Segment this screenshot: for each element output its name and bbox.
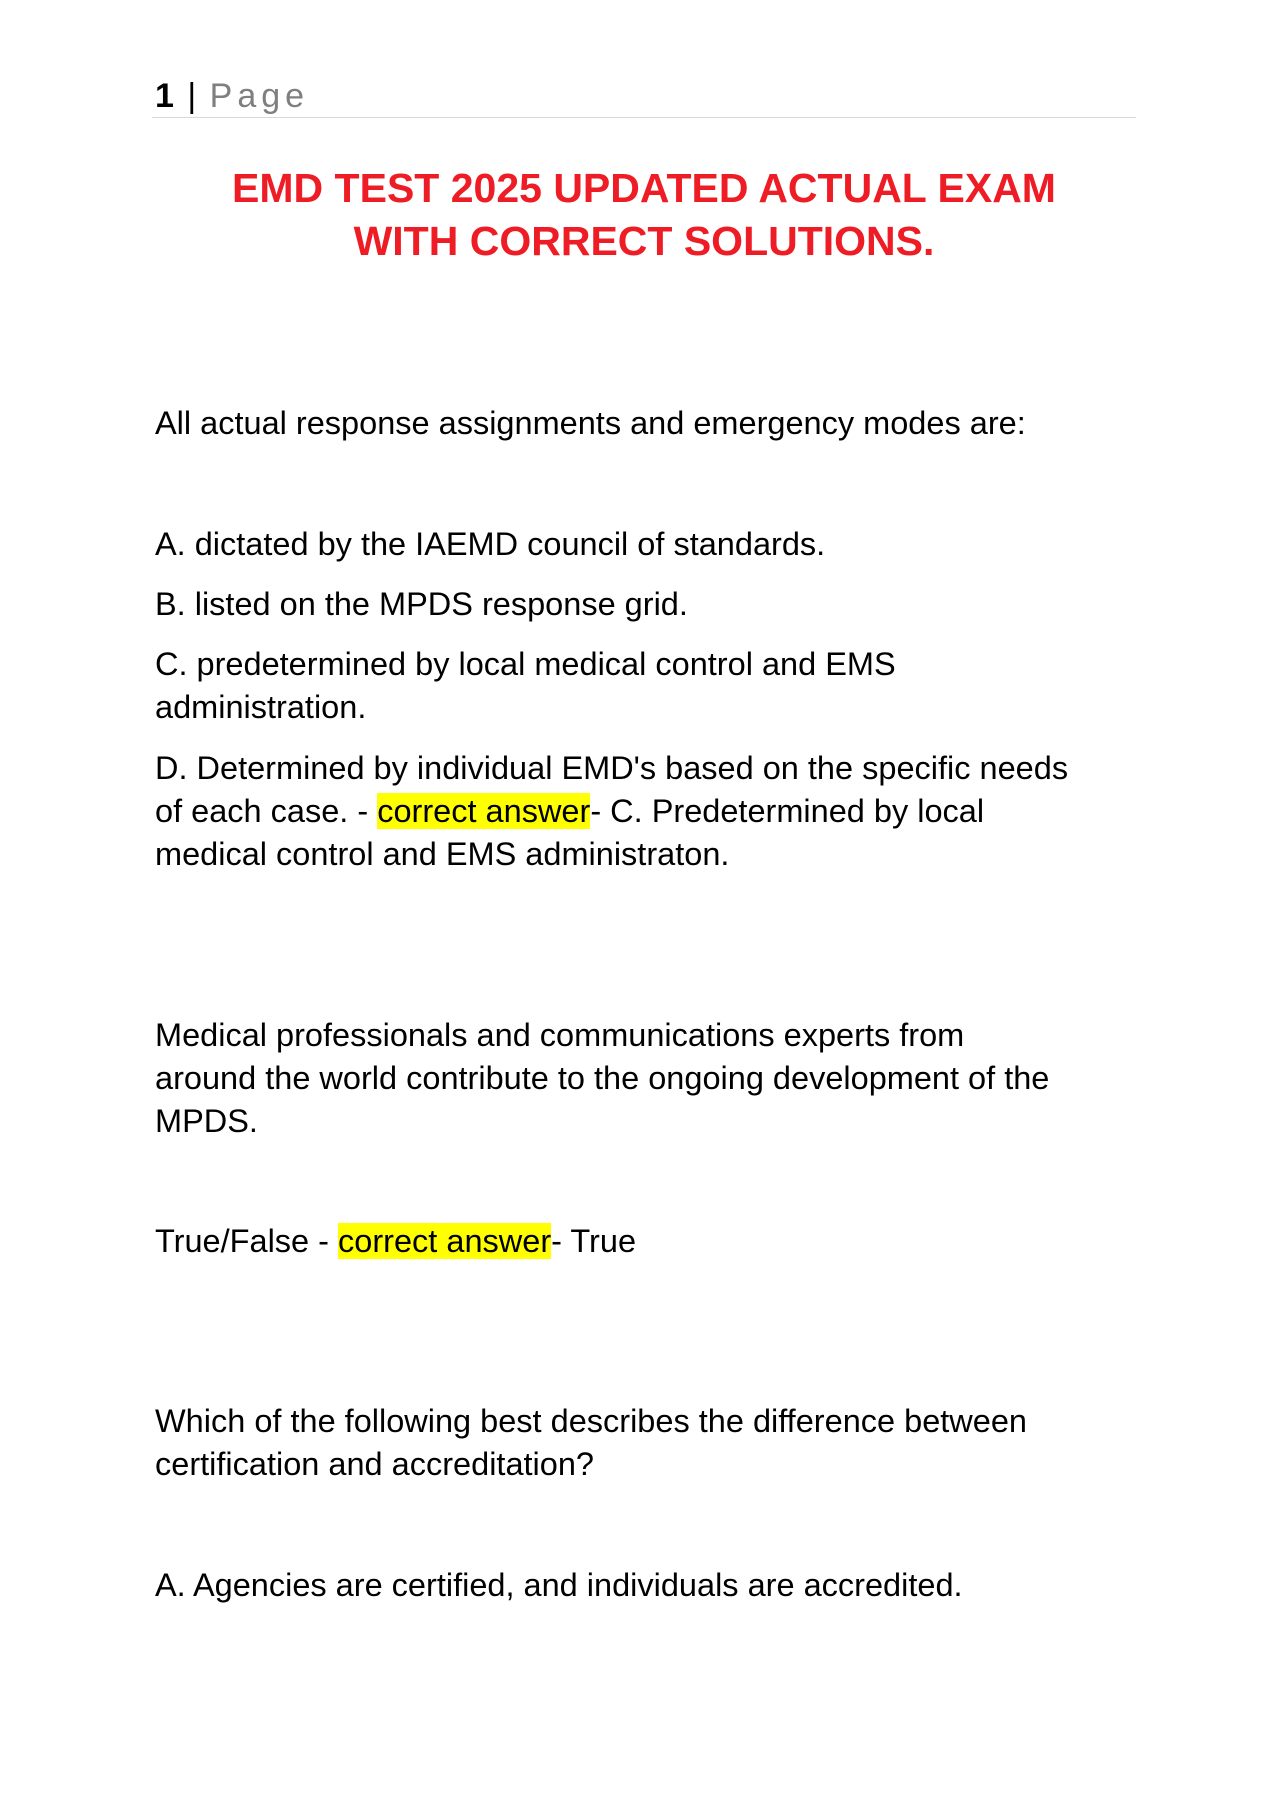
q1-option-a: A. dictated by the IAEMD council of standards. [155, 526, 826, 562]
q2-statement-line-3: MPDS. [155, 1103, 258, 1139]
header-divider [152, 117, 1136, 118]
q3-question-line-1: Which of the following best describes the difference between [155, 1403, 1027, 1439]
q1-correct-answer-highlight: correct answer [377, 793, 591, 829]
document-title [152, 162, 1136, 268]
q2-statement-line-1: Medical professionals and communications experts from [155, 1017, 965, 1053]
q1-option-b: B. listed on the MPDS response grid. [155, 586, 688, 622]
q2-statement-line-2: around the world contribute to the ongoing development of the [155, 1060, 1050, 1096]
q2-answer-line [155, 1220, 636, 1263]
q1-question: All actual response assignments and emergency modes are: [155, 405, 1026, 441]
title-line-2: WITH CORRECT SOLUTIONS. [353, 218, 935, 264]
q1-option-d-line-3: medical control and EMS administraton. [155, 836, 730, 872]
page-header [155, 76, 309, 116]
q1-option-d-line-1: D. Determined by individual EMD's based on the specific needs [155, 750, 1069, 786]
page-separator: | [187, 77, 197, 115]
title-line-1: EMD TEST 2025 UPDATED ACTUAL EXAM [232, 165, 1056, 211]
q1-option-c-line-1: C. predetermined by local medical control and EMS [155, 646, 896, 682]
q2-correct-answer-highlight: correct answer [338, 1223, 552, 1259]
page-label: Page [209, 77, 310, 115]
q2-prompt-text: True/False - [155, 1223, 339, 1259]
q1-answer-text: - C. Predetermined by local [590, 793, 985, 829]
page-number: 1 [155, 77, 174, 115]
q1-option-d-line-2 [155, 790, 984, 833]
q3-option-a: A. Agencies are certified, and individuals are accredited. [155, 1567, 963, 1603]
q1-option-d-text: of each case. - [155, 793, 378, 829]
q3-question-line-2: certification and accreditation? [155, 1446, 595, 1482]
q2-answer-text: - True [551, 1223, 637, 1259]
q1-option-c-line-2: administration. [155, 689, 367, 725]
